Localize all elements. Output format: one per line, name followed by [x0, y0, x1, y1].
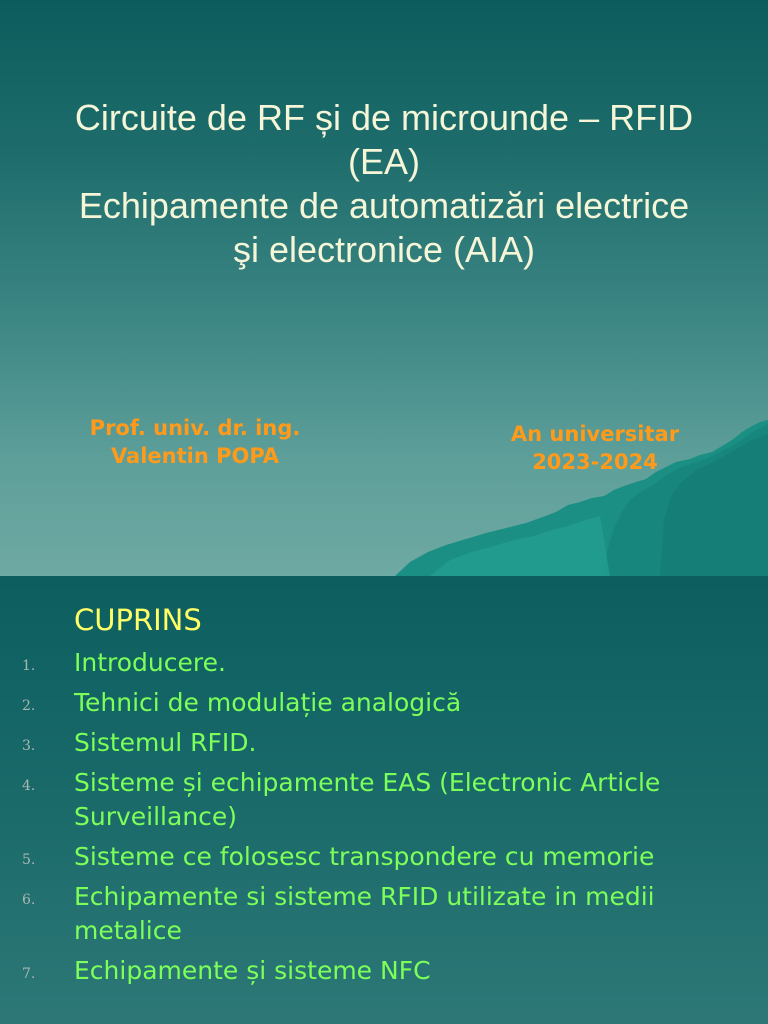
list-item-text: Sistemul RFID.	[74, 728, 257, 757]
list-item-number: 4.	[22, 778, 36, 794]
list-item-text: Sisteme și echipamente EAS (Electronic Article Surveillance)	[74, 768, 661, 831]
title-line: Echipamente de automatizări electrice	[78, 185, 690, 226]
list-item	[0, 954, 768, 988]
list-item	[0, 686, 768, 720]
contents-heading: CUPRINS	[74, 603, 202, 637]
list-item-text: Tehnici de modulație analogică	[74, 688, 462, 717]
table-of-contents	[0, 646, 768, 994]
list-item-number: 1.	[22, 658, 36, 674]
list-item-number: 5.	[22, 852, 36, 868]
list-item-text: Sisteme ce folosesc transpondere cu memorie	[74, 842, 655, 871]
list-item-text: Echipamente si sisteme RFID utilizate in medii metalice	[74, 882, 655, 945]
list-item	[0, 840, 768, 874]
author-block	[40, 414, 350, 470]
academic-year-label: An universitar	[510, 422, 680, 446]
list-item-number: 3.	[22, 738, 36, 754]
author-title: Prof. univ. dr. ing.	[89, 416, 301, 440]
list-item-text: Introducere.	[74, 648, 226, 677]
list-item	[0, 646, 768, 680]
list-item	[0, 726, 768, 760]
title-line: Circuite de RF și de microunde – RFID	[74, 97, 694, 138]
contents-slide	[0, 576, 768, 1024]
academic-year-value: 2023-2024	[532, 450, 658, 474]
presentation-title	[0, 96, 768, 272]
title-line: şi electronice (AIA)	[232, 229, 536, 270]
list-item	[0, 766, 768, 834]
list-item-number: 7.	[22, 966, 36, 982]
academic-year-block	[470, 420, 720, 476]
title-line: (EA)	[348, 141, 420, 182]
list-item-number: 2.	[22, 698, 36, 714]
list-item	[0, 880, 768, 948]
author-name: Valentin POPA	[110, 444, 280, 468]
list-item-text: Echipamente și sisteme NFC	[74, 956, 431, 985]
list-item-number: 6.	[22, 892, 36, 908]
